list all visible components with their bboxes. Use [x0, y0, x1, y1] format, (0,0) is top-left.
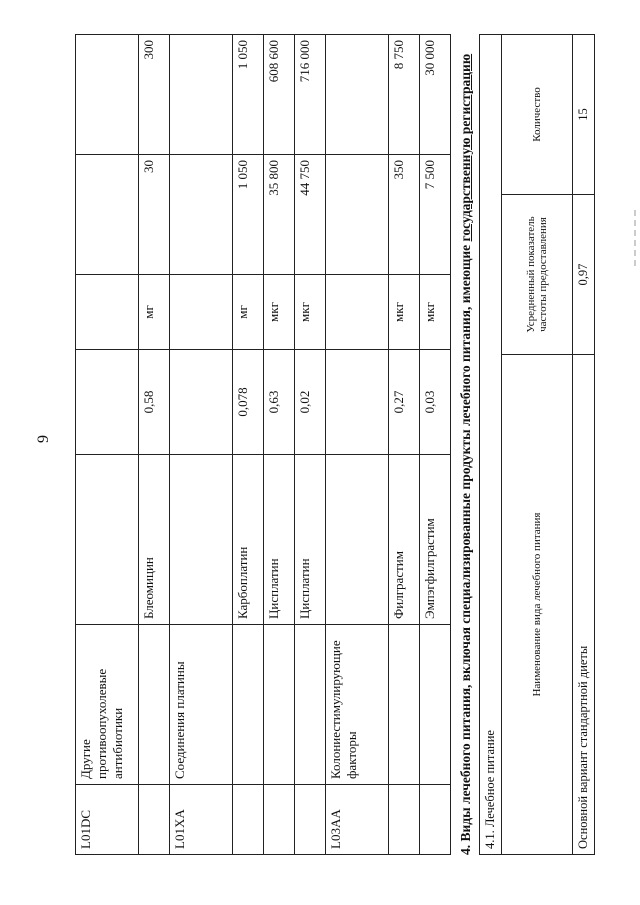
drug-name-cell: Цисплатин	[295, 455, 326, 625]
drug-quantity-cell: 35 800	[264, 155, 295, 275]
section-4-heading	[457, 35, 475, 855]
drug-group-cell: Колониестимулирующие факторы	[326, 625, 389, 785]
drug-name-cell	[76, 455, 139, 625]
drug-table-row	[139, 35, 170, 855]
drug-name-cell: Цисплатин	[264, 455, 295, 625]
drug-name-cell	[326, 455, 389, 625]
drug-code-cell	[295, 785, 326, 855]
drug-code-cell: L01XA	[170, 785, 233, 855]
drug-table	[75, 34, 451, 855]
drug-quantity-cell	[76, 155, 139, 275]
diet-cell-name: Основной вариант стандартной диеты	[573, 355, 595, 855]
drug-group-cell	[420, 625, 451, 785]
diet-header-frequency: Усредненный показатель частоты предоставления	[502, 195, 573, 355]
drug-dose-cell: 0,078	[233, 350, 264, 455]
drug-code-cell: L03AA	[326, 785, 389, 855]
diet-header-quantity: Количество	[502, 35, 573, 195]
drug-quantity-cell	[170, 155, 233, 275]
drug-name-cell: Карбоплатин	[233, 455, 264, 625]
drug-table-row	[389, 35, 420, 855]
drug-quantity-cell: 30	[139, 155, 170, 275]
drug-dose-cell: 0,03	[420, 350, 451, 455]
section-4-heading-underlined: государственную регистрацию	[458, 53, 473, 242]
drug-unit-cell	[76, 275, 139, 350]
drug-name-cell: Блеомицин	[139, 455, 170, 625]
drug-unit-cell: мг	[139, 275, 170, 350]
drug-quantity-cell	[326, 155, 389, 275]
drug-code-cell	[233, 785, 264, 855]
drug-table-row	[326, 35, 389, 855]
drug-group-cell	[264, 625, 295, 785]
drug-code-cell: L01DC	[76, 785, 139, 855]
drug-course-dose-cell: 8 750	[389, 35, 420, 155]
drug-unit-cell: мкг	[389, 275, 420, 350]
drug-unit-cell: мкг	[264, 275, 295, 350]
drug-quantity-cell: 350	[389, 155, 420, 275]
drug-course-dose-cell: 30 000	[420, 35, 451, 155]
drug-course-dose-cell: 300	[139, 35, 170, 155]
drug-group-cell	[233, 625, 264, 785]
diet-header-name: Наименование вида лечебного питания	[502, 355, 573, 855]
drug-unit-cell: мкг	[295, 275, 326, 350]
drug-table-row	[76, 35, 139, 855]
drug-table-row	[295, 35, 326, 855]
diet-subsection-row	[480, 35, 502, 855]
diet-header-row	[502, 35, 573, 855]
drug-dose-cell: 0,27	[389, 350, 420, 455]
drug-course-dose-cell: 716 000	[295, 35, 326, 155]
drug-group-cell	[389, 625, 420, 785]
drug-group-cell	[139, 625, 170, 785]
scan-edge-mark	[634, 210, 636, 270]
drug-table-row	[420, 35, 451, 855]
drug-group-cell	[295, 625, 326, 785]
drug-name-cell	[170, 455, 233, 625]
drug-dose-cell: 0,02	[295, 350, 326, 455]
page-number: 9	[35, 435, 52, 443]
drug-unit-cell: мг	[233, 275, 264, 350]
drug-code-cell	[389, 785, 420, 855]
drug-dose-cell	[76, 350, 139, 455]
drug-unit-cell: мкг	[420, 275, 451, 350]
diet-cell-quantity: 15	[573, 35, 595, 195]
diet-subsection-title: 4.1. Лечебное питание	[480, 35, 502, 855]
drug-code-cell	[139, 785, 170, 855]
section-4-heading-text: 4. Виды лечебного питания, включая специализированные продукты лечебного питания, имеющие	[458, 244, 473, 855]
drug-course-dose-cell	[326, 35, 389, 155]
drug-course-dose-cell	[170, 35, 233, 155]
drug-course-dose-cell	[76, 35, 139, 155]
drug-table-row	[170, 35, 233, 855]
drug-dose-cell	[170, 350, 233, 455]
drug-dose-cell	[326, 350, 389, 455]
drug-name-cell: Филграстим	[389, 455, 420, 625]
drug-name-cell: Эмпэгфилграстим	[420, 455, 451, 625]
drug-dose-cell: 0,58	[139, 350, 170, 455]
drug-unit-cell	[170, 275, 233, 350]
diet-row	[573, 35, 595, 855]
drug-table-row	[264, 35, 295, 855]
drug-code-cell	[420, 785, 451, 855]
drug-dose-cell: 0,63	[264, 350, 295, 455]
drug-quantity-cell: 7 500	[420, 155, 451, 275]
drug-quantity-cell: 44 750	[295, 155, 326, 275]
drug-table-row	[233, 35, 264, 855]
drug-course-dose-cell: 608 600	[264, 35, 295, 155]
diet-table	[479, 34, 595, 855]
drug-group-cell: Другие противоопухолевые антибиотики	[76, 625, 139, 785]
rotated-page-content	[75, 35, 630, 855]
drug-unit-cell	[326, 275, 389, 350]
drug-code-cell	[264, 785, 295, 855]
drug-quantity-cell: 1 050	[233, 155, 264, 275]
drug-group-cell: Соединения платины	[170, 625, 233, 785]
drug-course-dose-cell: 1 050	[233, 35, 264, 155]
diet-cell-frequency: 0,97	[573, 195, 595, 355]
